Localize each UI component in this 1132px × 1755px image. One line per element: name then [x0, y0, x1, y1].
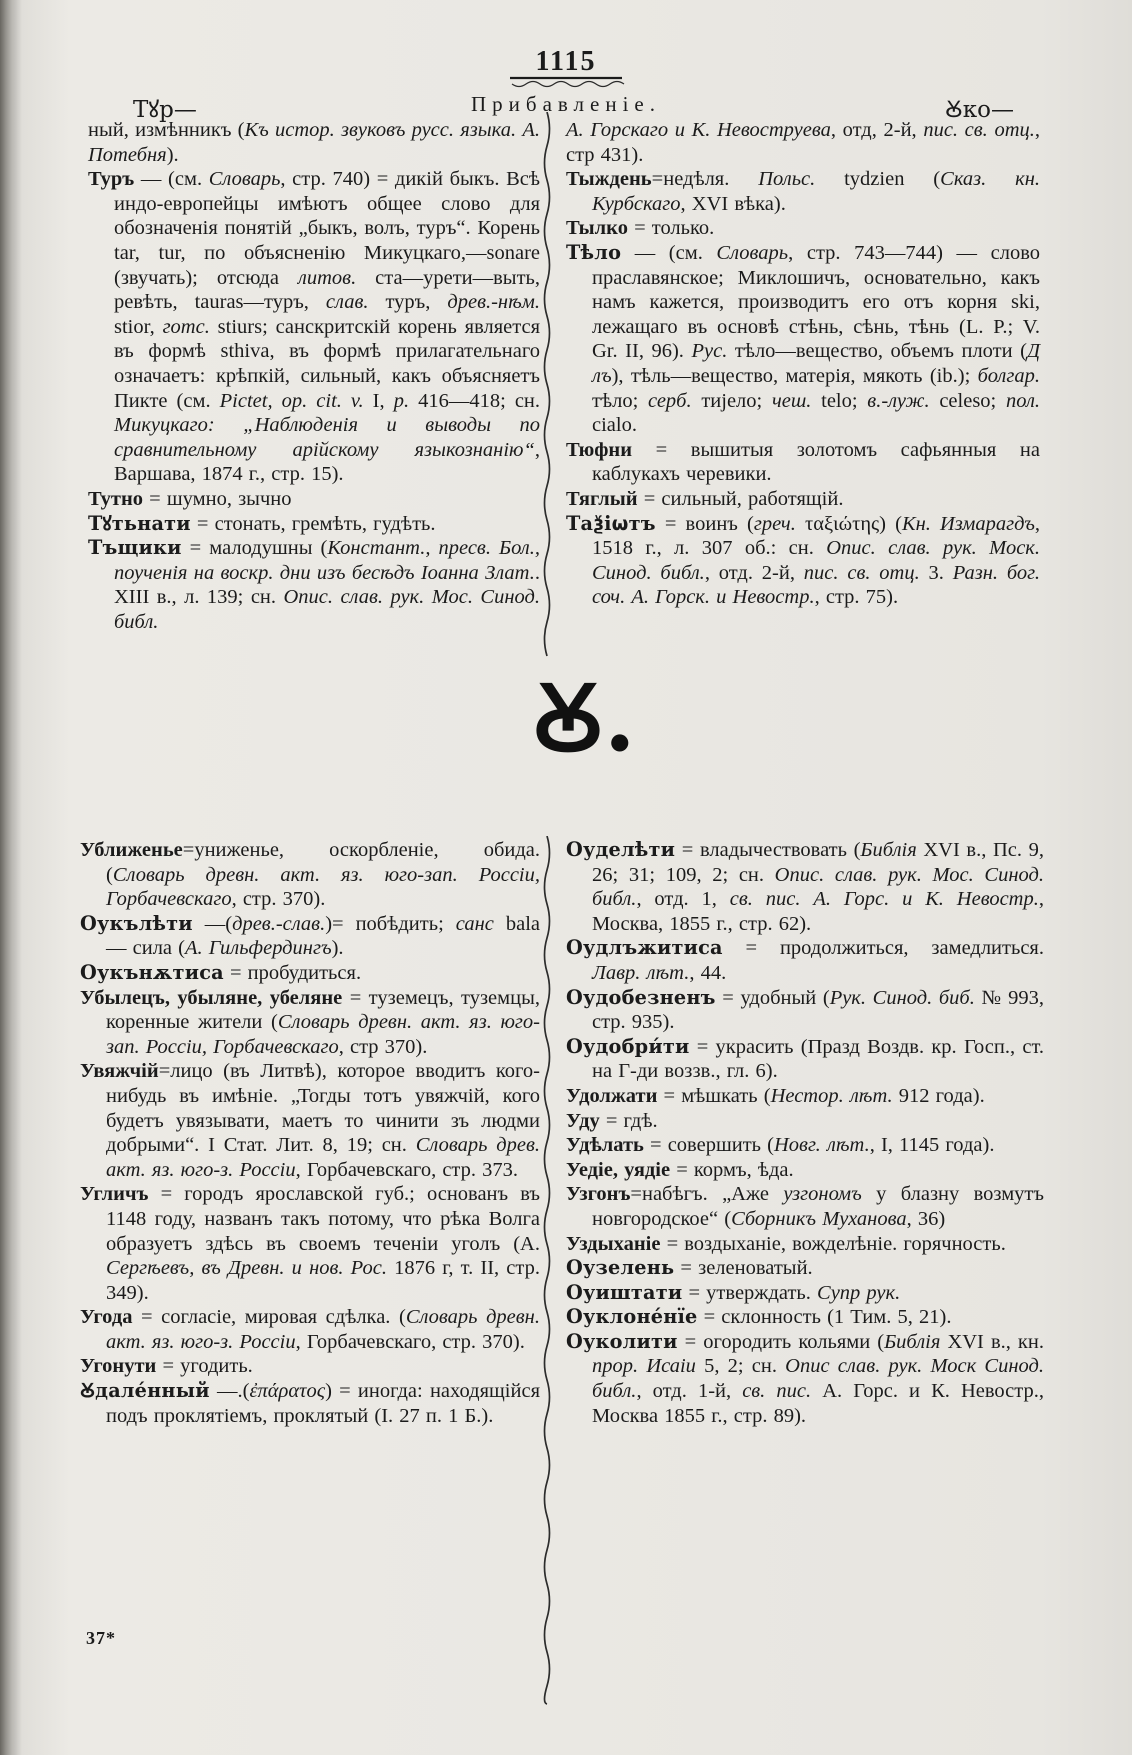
entry-text: ). — [331, 937, 344, 960]
entry-text: = удобный ( — [715, 986, 830, 1009]
entry-text: = мѣшкать ( — [657, 1084, 771, 1107]
entry-text: Микуцкаго: „Наблюденія и выводы по сравнительному арійскому языкознанію“ — [114, 414, 540, 461]
entry-text: = малодушны ( — [181, 537, 328, 560]
dictionary-entry — [88, 536, 540, 634]
signature-mark: 37* — [86, 1628, 116, 1648]
entry-text: Лавр. лѣт. — [592, 961, 690, 984]
entry-text: , Горбачевскаго, стр. 370). — [295, 1330, 525, 1353]
dictionary-entry — [80, 838, 540, 912]
entry-headword: Узгонъ — [566, 1183, 631, 1206]
entry-text: литов. — [297, 266, 357, 289]
entry-text: XVI в., кн. — [940, 1330, 1044, 1353]
entry-text: celeso; — [929, 389, 1006, 412]
entry-text: , 1518 г., л. 307 об.: сн. — [592, 512, 1040, 560]
dictionary-entry — [88, 512, 540, 537]
entry-text: I, — [363, 389, 394, 412]
entry-text: Опис. слав. рук. Моск. Синод. библ. — [592, 537, 1041, 584]
dictionary-entry — [80, 1379, 540, 1428]
entry-text: Словарь — [208, 168, 281, 191]
entry-headword: Туръ — [88, 168, 135, 191]
entry-text: = воинъ ( — [655, 512, 754, 535]
entry-headword: Убылецъ, убыляне, убеляне — [80, 986, 343, 1009]
entry-text: Словарь древ. акт. яз. юго-з. Россіи — [106, 1134, 540, 1181]
entry-text: серб. — [647, 389, 692, 412]
entry-text: св. пис. А. Горс. и К. Невостр. — [729, 888, 1039, 911]
entry-text: Нестор. лѣт. — [770, 1084, 893, 1107]
entry-text: пис. св. отц. — [803, 561, 920, 584]
entry-text: , стр 370). — [338, 1035, 428, 1058]
entry-headword: Оуиштати — [566, 1280, 683, 1304]
entry-text: stiurs; санскритскій корень является въ формѣ sthiva, въ формѣ прилагательнаго означаетъ: крѣпкій, сильный, какъ объясняетъ Пикте (см. — [114, 315, 541, 412]
entry-text: cialo. — [592, 414, 637, 437]
entry-text: тѣло; — [592, 389, 648, 412]
entry-text: = стонать, гремѣть, гудѣть. — [190, 512, 436, 535]
entry-text: тѣло—вещество, объемъ плоти ( — [727, 340, 1027, 363]
dictionary-entry — [80, 912, 540, 961]
entry-text: греч. — [753, 512, 796, 535]
entry-text: , Москва, 1855 г., стр. 62). — [592, 888, 1044, 935]
entry-text: Рук. Синод. биб. — [829, 986, 975, 1009]
entry-headword: Оудобри́ти — [566, 1034, 690, 1058]
entry-text: , стр. 740) = дикій быкъ. Всѣ индо-европейцы имѣютъ общее слово для обозначенія понятій „быкъ, волъ, туръ“. Корень tar, tur, по объясненію Микуцкаго,—sonare (звучать); отсюда — [114, 168, 540, 289]
entry-text: А. Горс. и К. Невостр., Москва 1855 г., стр. 89). — [592, 1380, 1044, 1427]
dictionary-entry — [566, 1330, 1044, 1428]
entry-text: слав. — [325, 291, 369, 314]
entry-text: ста—урети—выть, ревѣть, tauras—туръ, — [114, 266, 541, 314]
dictionary-entry — [566, 512, 1040, 610]
entry-text: stior, — [114, 315, 163, 338]
entry-text: = продолжиться, замедлиться. — [722, 937, 1044, 960]
entry-text: , отд. 1-й, — [636, 1380, 743, 1403]
entry-text: = совершить ( — [643, 1134, 774, 1157]
entry-text: = огородить кольями ( — [677, 1330, 885, 1353]
dictionary-entry — [566, 1158, 1044, 1183]
page-number-underline — [496, 76, 636, 88]
dictionary-entry — [566, 216, 1040, 241]
entry-headword: Увяжчій — [80, 1060, 159, 1083]
entry-text: , отд. 2-й, — [704, 561, 804, 584]
dictionary-entry — [566, 241, 1040, 438]
entry-headword: Тыждень — [566, 168, 652, 191]
entry-headword: Уздыханіе — [566, 1232, 661, 1255]
entry-text: А. Гильфердингъ — [184, 937, 332, 960]
entry-text: Новг. лѣт. — [773, 1134, 870, 1157]
entry-headword: Тутно — [88, 487, 144, 510]
entry-text: Опис. слав. рук. Мос. Синод. библ. — [592, 863, 1044, 911]
entry-text: туръ, — [368, 291, 448, 314]
entry-headword: Угонути — [80, 1355, 157, 1378]
entry-text: Сборникъ Муханова — [731, 1207, 907, 1230]
dictionary-entry — [566, 1182, 1044, 1231]
entry-text: Констант., пресв. Бол., поученія на воскр. дни изъ бесѣдъ Іоанна Злат. — [114, 537, 540, 584]
entry-text: )= побѣдить; — [325, 912, 456, 935]
entry-text: Опис. слав. рук. Мос. Синод. библ. — [114, 586, 540, 633]
dictionary-entry — [566, 438, 1040, 487]
entry-text: , стр 431). — [566, 119, 1040, 166]
entry-text: =набѣгъ. „Аже — [630, 1183, 784, 1206]
entry-headword: Оуклоне́нїе — [566, 1305, 698, 1329]
dictionary-entry-continuation — [566, 118, 1040, 167]
entry-text: Супр рук. — [817, 1281, 901, 1304]
entry-text: Кн. Измарагдъ — [901, 512, 1035, 535]
column-top-right — [566, 118, 1040, 610]
dictionary-entry — [566, 487, 1040, 512]
entry-headword: Удѣлать — [566, 1134, 644, 1157]
entry-text: чеш. — [771, 389, 812, 412]
entry-text: = украсить (Празд Воздв. кр. Госп., ст. на Г-ди воззв., гл. 6). — [592, 1035, 1044, 1083]
column-bottom-right — [566, 838, 1044, 1428]
entry-text: Рус. — [691, 340, 728, 363]
dictionary-entry — [566, 1256, 1044, 1281]
entry-text: = сильный, работящій. — [637, 487, 844, 510]
entry-text: , стр. 75). — [814, 586, 899, 609]
entry-text: = угодить. — [156, 1355, 253, 1378]
divider-wave-line — [545, 112, 550, 656]
entry-text: санс — [455, 912, 494, 935]
dictionary-entry — [566, 1281, 1044, 1306]
entry-headword: Угода — [80, 1306, 133, 1329]
entry-text: , отд. 1, — [636, 888, 730, 911]
running-title: Прибавленіе. — [471, 92, 661, 116]
entry-headword: Оукънѫтиса — [80, 960, 224, 984]
entry-headword: Угличъ — [80, 1183, 149, 1206]
entry-headword: Уду — [566, 1109, 600, 1132]
entry-text: готс. — [162, 315, 210, 338]
running-head-left: Тꙋр— — [133, 97, 197, 123]
dictionary-entry — [566, 1232, 1044, 1257]
entry-text: , отд, 2-й, — [830, 119, 924, 141]
entry-text: прор. Исаіи — [592, 1355, 696, 1378]
entry-text: , Горбачевскаго, стр. 373. — [295, 1158, 519, 1181]
dictionary-entry — [566, 838, 1044, 936]
dictionary-entry — [88, 167, 540, 487]
entry-text: Польс. — [758, 168, 816, 191]
entry-text: = шумно, зычно — [143, 487, 292, 510]
entry-text: 5, 2; сн. — [695, 1355, 786, 1378]
page-number: 1115 — [535, 46, 597, 77]
entry-headword: Удолжати — [566, 1084, 658, 1107]
entry-text: = утверждать. — [682, 1281, 818, 1304]
entry-text: № 993, стр. 935). — [592, 986, 1044, 1034]
entry-text: , стр. 743—744) — слово праславянское; Миклошичъ, основательно, какъ намъ кажется, производитъ его отъ корня ski, лежащаго въ основѣ стѣнь, сѣнь, тѣнь (L. P.; V. Gr. II, 96). — [592, 241, 1040, 363]
entry-text: Библія — [884, 1330, 941, 1353]
entry-text: = пробудиться. — [223, 961, 362, 984]
scan-artifact-left-edge — [0, 0, 22, 1755]
entry-text: , XVI вѣка). — [680, 192, 786, 215]
entry-text: Словарь древн. акт. яз. юго-зап. Россіи, Горбачевскаго — [106, 1011, 540, 1058]
entry-text: Словарь древн. акт. яз. юго-зап. Россіи, Горбачевскаго — [106, 863, 540, 911]
entry-text: bala — сила ( — [106, 912, 540, 960]
dictionary-entry — [80, 1059, 540, 1182]
entry-headword: Уедіе, уядіе — [566, 1158, 671, 1181]
entry-headword: Оудлъжитиса — [566, 936, 723, 960]
entry-text: , 36) — [906, 1207, 946, 1230]
entry-text: ), тѣль—вещество, матерія, мякоть (ib.); — [611, 364, 978, 387]
dictionary-entry — [566, 1109, 1044, 1134]
entry-headword: Тюфни — [566, 438, 633, 461]
entry-text: = городъ ярославской губ.; основанъ въ 1148 году, названъ такъ потому, что рѣка Волга образуетъ здѣсь въ своемъ теченіи уголъ (А. — [106, 1183, 540, 1255]
entry-text: = туземецъ, туземцы, коренные жители ( — [106, 986, 540, 1034]
entry-text: tydzien ( — [815, 168, 941, 191]
entry-headword: Таѯіѡтъ — [566, 511, 656, 535]
dictionary-entry — [566, 1305, 1044, 1330]
entry-headword: Оуколити — [566, 1329, 678, 1353]
entry-text: —.( — [209, 1380, 250, 1403]
dictionary-entry — [80, 1182, 540, 1305]
entry-text: Словарь — [716, 241, 789, 264]
entry-text: — (см. — [134, 168, 209, 191]
entry-headword: Оудобезненъ — [566, 985, 716, 1009]
entry-headword: Оузелень — [566, 1256, 675, 1280]
entry-text: в.-луж. — [867, 389, 930, 412]
column-divider-top — [541, 112, 553, 662]
entry-text: Д лъ — [592, 340, 1040, 387]
column-divider-bottom — [541, 836, 553, 1706]
entry-text: — (см. — [621, 241, 717, 264]
entry-text: 3. — [919, 561, 953, 584]
entry-text: = согласіе, мировая сдѣлка. ( — [132, 1306, 406, 1329]
entry-headword: Тяглый — [566, 487, 638, 510]
dictionary-entry — [566, 1035, 1044, 1084]
entry-text: ταξιώτης) ( — [795, 512, 902, 535]
entry-text: у блазну возмутъ новгородское“ ( — [592, 1183, 1044, 1230]
entry-text: , стр. 370). — [231, 888, 326, 911]
running-head-right: Ꙋко— — [944, 97, 1014, 123]
entry-text: = гдѣ. — [599, 1109, 658, 1132]
dictionary-entry — [80, 1354, 540, 1379]
underline-wave — [512, 82, 624, 87]
dictionary-entry — [80, 986, 540, 1060]
entry-text: древ.-нѣм. — [447, 291, 540, 314]
entry-text: , Варшава, 1874 г., стр. 15). — [114, 438, 540, 486]
entry-text: = воздыханіе, вожделѣніе. горячность. — [660, 1232, 1006, 1255]
entry-text: 1876 г, т. II, стр. 349). — [106, 1257, 540, 1304]
entry-text: ἐπάρατος — [249, 1380, 326, 1403]
column-bottom-left — [80, 838, 540, 1428]
entry-text: ) = иногда: находящійся подъ проклятіемъ, проклятый (I. 27 п. 1 Б.). — [106, 1380, 540, 1427]
entry-text: пис. св. отц. — [923, 119, 1035, 141]
dictionary-entry — [80, 961, 540, 986]
dictionary-entry — [566, 1133, 1044, 1158]
entry-text: Опис слав. рук. Моск Синод. библ. — [592, 1355, 1044, 1403]
dictionary-entry — [566, 936, 1044, 985]
divider-wave-line — [545, 836, 550, 1704]
entry-text: =недѣля. — [651, 168, 759, 191]
entry-headword: Тꙋтьнати — [88, 511, 191, 535]
dictionary-entry — [88, 487, 540, 512]
entry-text: Сказ. кн. Курбскаго — [592, 168, 1040, 215]
entry-text: , I, 1145 года). — [869, 1134, 995, 1157]
entry-text: , 44. — [689, 961, 727, 984]
entry-text: —( — [192, 912, 233, 935]
entry-text: . XIII в., л. 139; сн. — [114, 561, 540, 609]
entry-headword: Оукълѣти — [80, 911, 193, 935]
dictionary-entry — [566, 1084, 1044, 1109]
entry-headword: Ꙋдале́нный — [80, 1379, 210, 1403]
entry-text: = владычествовать ( — [675, 839, 861, 861]
entry-text: св. пис. — [742, 1380, 812, 1403]
entry-text: Къ истор. звуковъ русс. языка. А. Потебня — [88, 119, 540, 166]
entry-text: telo; — [811, 389, 868, 412]
entry-text: ). — [166, 143, 179, 166]
entry-text: = вышитыя золотомъ сафьянныя на каблукахъ черевики. — [592, 438, 1040, 486]
entry-text: = кормъ, ѣда. — [670, 1158, 794, 1181]
entry-text: Сергѣевъ, въ Древн. и нов. Рос. — [106, 1257, 387, 1280]
page-number-block — [0, 48, 1132, 88]
dictionary-entry — [566, 986, 1044, 1035]
entry-text: XVI в., Пс. 9, 26; 31; 109, 2; сн. — [592, 839, 1044, 886]
entry-text: = зеленоватый. — [674, 1257, 813, 1280]
entry-text: 416—418; сн. — [409, 389, 541, 412]
entry-text: Разн. бог. соч. А. Горск. и Невостр. — [592, 561, 1040, 609]
dictionary-entry — [566, 167, 1040, 216]
entry-text: А. Горскаго и К. Невоструева — [566, 119, 831, 141]
entry-text: Словарь древн. акт. яз. юго-з. Россіи — [106, 1306, 540, 1353]
section-initial-letter: Ꙋ. — [532, 664, 636, 772]
entry-text: древ.-слав. — [232, 912, 326, 935]
entry-text: узгономъ — [783, 1183, 862, 1206]
entry-text: =униженье, оскорбленіе, обида. ( — [106, 839, 540, 886]
entry-text: 912 года). — [892, 1084, 985, 1107]
entry-text: Pictet, op. cit. v. — [219, 389, 364, 412]
entry-headword: Уближенье — [80, 839, 183, 861]
dictionary-entry-continuation — [88, 118, 540, 167]
entry-text: тијело; — [691, 389, 772, 412]
entry-text: =лицо (въ Литвѣ), которое вводитъ кого-нибудь въ имѣніе. „Тогды тотъ увяжчій, кого будетъ увязывати, маетъ то чинити зъ людми добрыми“. I Стат. Лит. 8, 19; сн. — [106, 1060, 540, 1157]
entry-headword: Тъщики — [88, 536, 182, 560]
section-initial-block — [0, 658, 1132, 778]
entry-text: = только. — [627, 217, 715, 240]
entry-headword: Тѣло — [566, 240, 622, 264]
entry-text: ный, измѣнникъ ( — [88, 119, 245, 141]
entry-text: = склонность (1 Тим. 5, 21). — [697, 1306, 952, 1329]
entry-headword: Тылко — [566, 217, 628, 240]
entry-text: пол. — [1005, 389, 1041, 412]
column-top-left — [88, 118, 540, 634]
entry-headword: Оуделѣти — [566, 838, 676, 861]
entry-text: p. — [393, 389, 410, 412]
entry-text: болгар. — [977, 364, 1040, 387]
dictionary-entry — [80, 1305, 540, 1354]
entry-text: Библія — [860, 839, 917, 861]
